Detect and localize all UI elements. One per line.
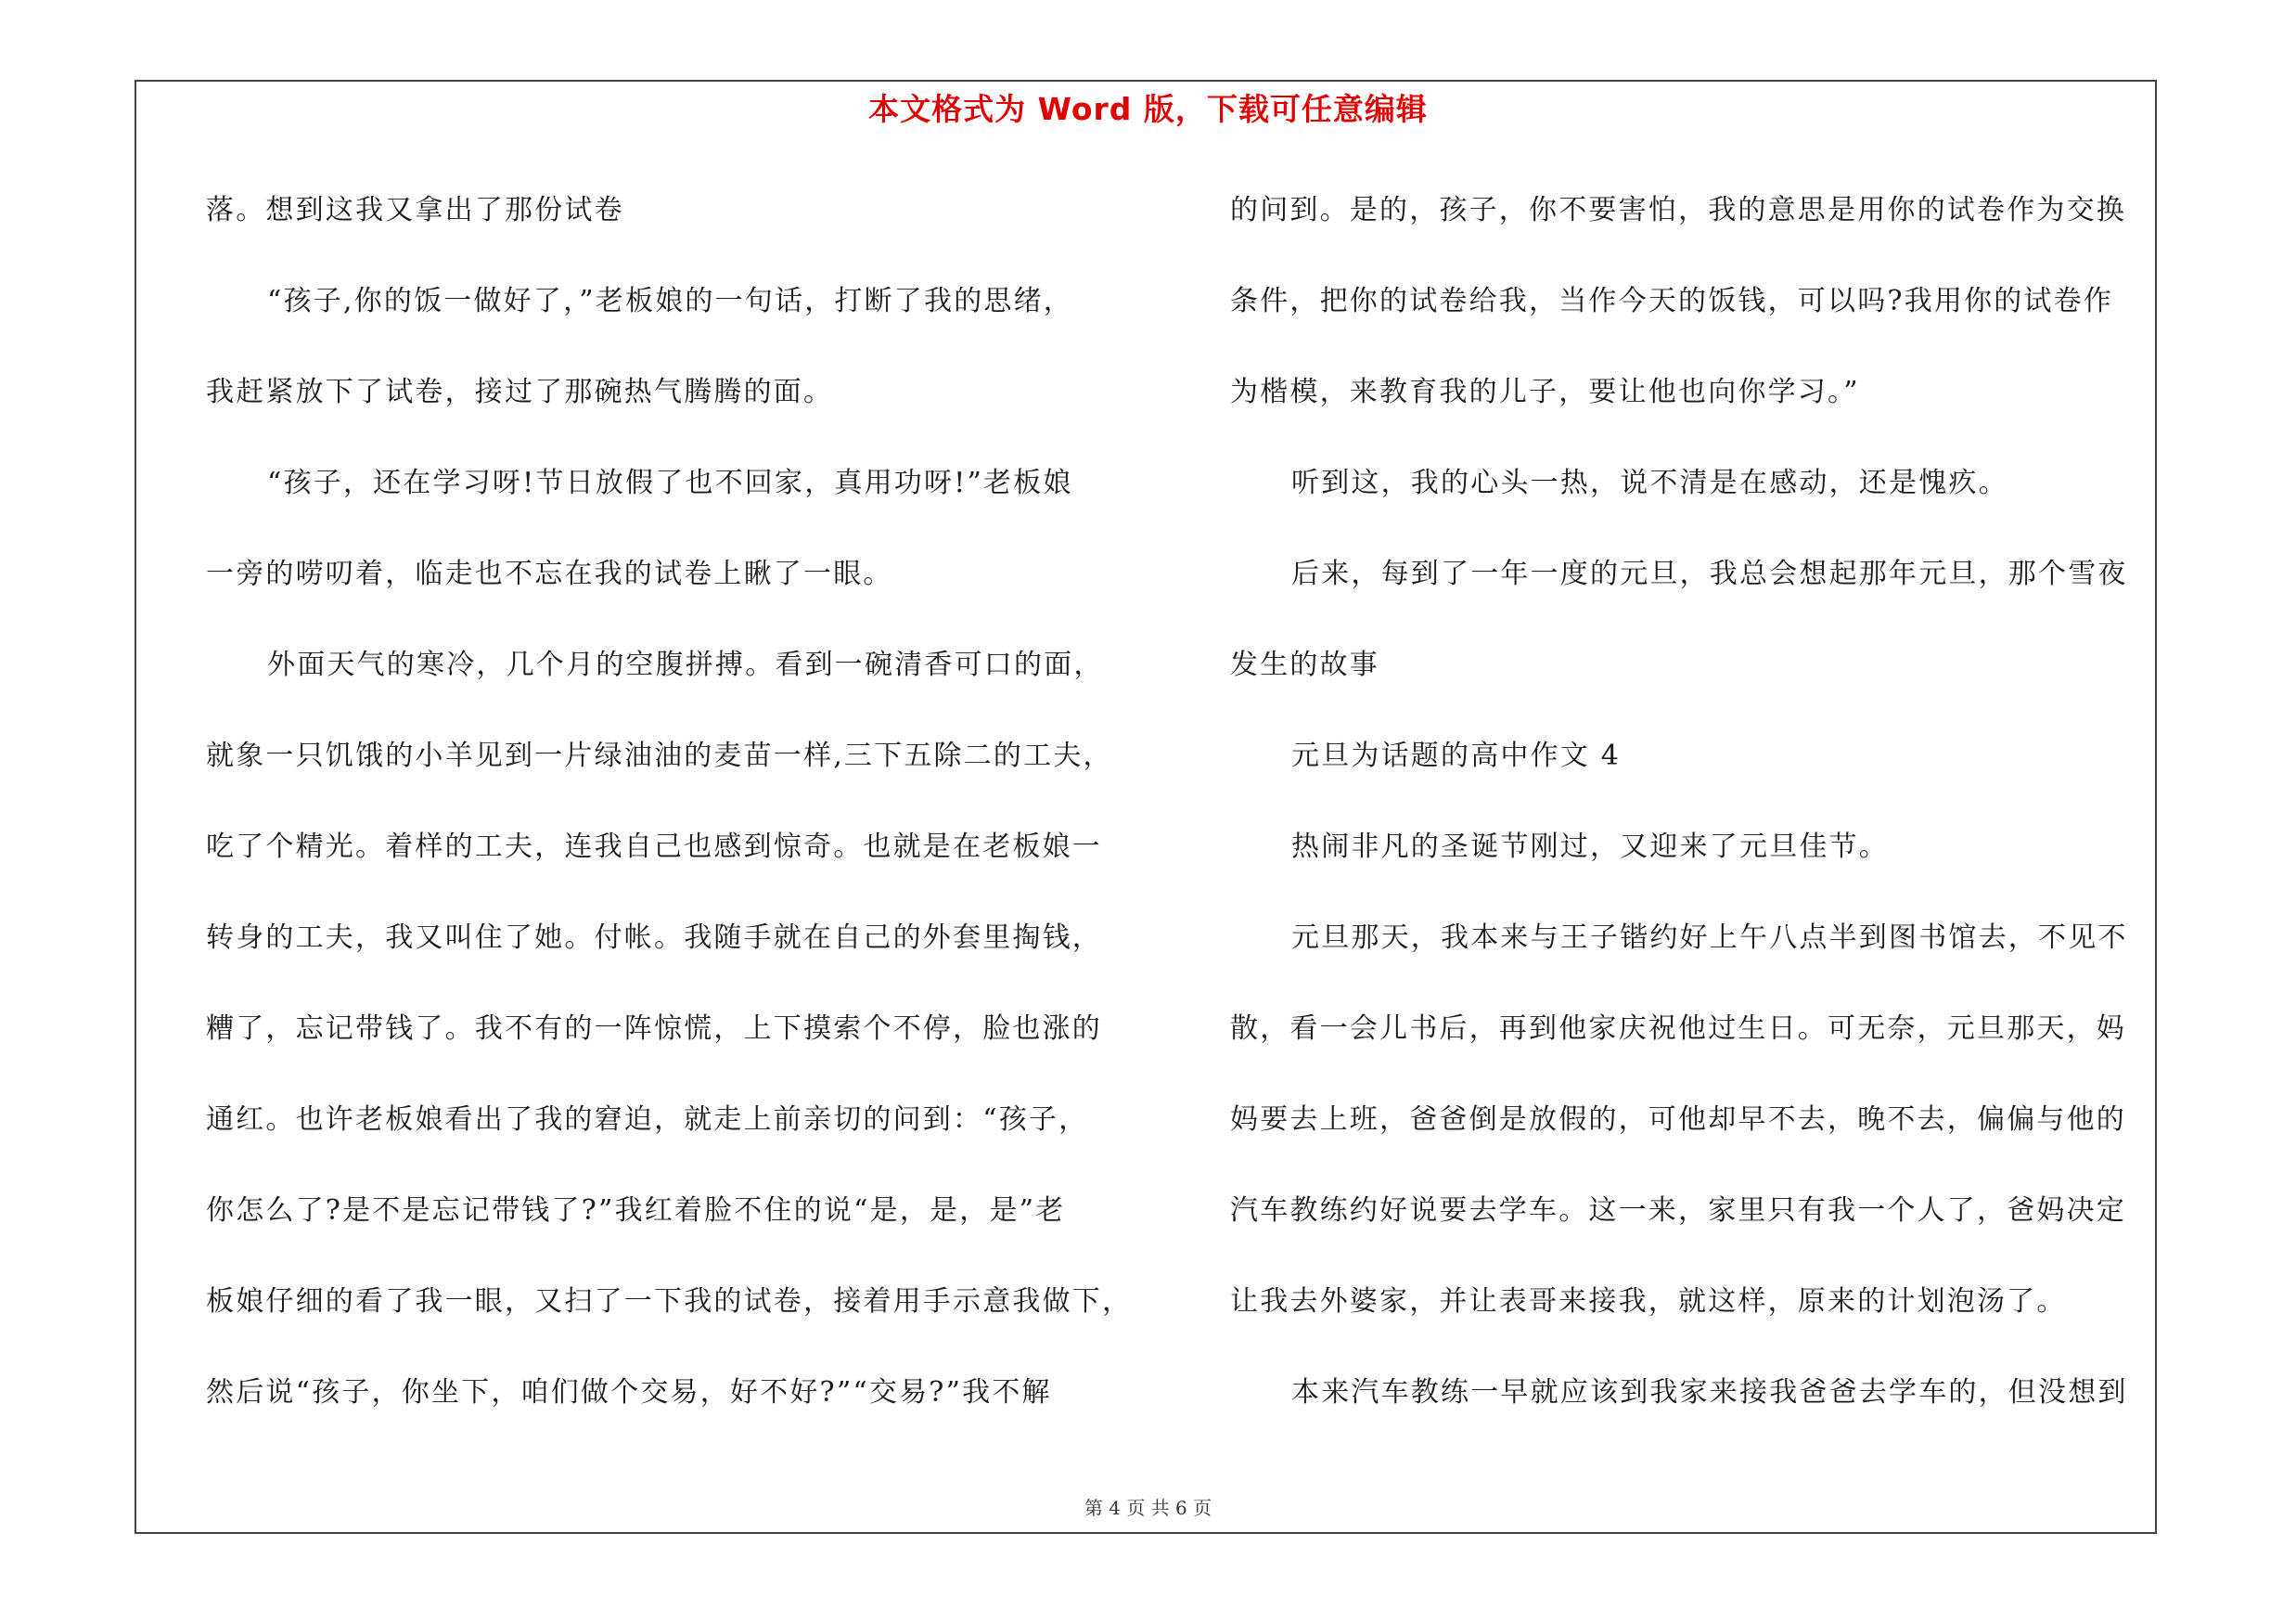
text-line: 我赶紧放下了试卷，接过了那碗热气腾腾的面。 (206, 376, 834, 408)
text-line: 听到这，我的心头一热，说不清是在感动，还是愧疚。 (1291, 467, 2008, 499)
text-line: 后来，每到了一年一度的元旦，我总会想起那年元旦，那个雪夜 (1291, 558, 2128, 590)
text-line: 让我去外婆家，并让表哥来接我，就这样，原来的计划泡汤了。 (1230, 1285, 2067, 1318)
text-line: 板娘仔细的看了我一眼，又扫了一下我的试卷，接着用手示意我做下， (206, 1285, 1133, 1318)
header-title: 本文格式为 Word 版，下载可任意编辑 (868, 91, 1428, 127)
text-line: 就象一只饥饿的小羊见到一片绿油油的麦苗一样,三下五除二的工夫， (206, 740, 1113, 772)
section-heading: 元旦为话题的高中作文 4 (1291, 740, 1622, 772)
text-line: 散，看一会儿书后，再到他家庆祝他过生日。可无奈，元旦那天，妈 (1230, 1012, 2126, 1045)
text-line: 糟了，忘记带钱了。我不有的一阵惊慌，上下摸索个不停，脸也涨的 (206, 1012, 1102, 1045)
text-line: 外面天气的寒冷，几个月的空腹拼搏。看到一碗清香可口的面， (267, 649, 1104, 681)
text-line: 本来汽车教练一早就应该到我家来接我爸爸去学车的，但没想到 (1291, 1376, 2128, 1409)
text-line: 热闹非凡的圣诞节刚过，又迎来了元旦佳节。 (1291, 831, 1889, 863)
text-line: 元旦那天，我本来与王子锴约好上午八点半到图书馆去，不见不 (1291, 921, 2128, 954)
text-line: 落。想到这我又拿出了那份试卷 (206, 194, 624, 226)
text-line: 妈要去上班，爸爸倒是放假的，可他却早不去，晚不去，偏偏与他的 (1230, 1103, 2126, 1136)
text-line: 吃了个精光。着样的工夫，连我自己也感到惊奇。也就是在老板娘一 (206, 831, 1102, 863)
text-line: 通红。也许老板娘看出了我的窘迫，就走上前亲切的问到：“孩子， (206, 1103, 1089, 1136)
text-line: 汽车教练约好说要去学车。这一来，家里只有我一个人了，爸妈决定 (1230, 1194, 2126, 1227)
text-line: “孩子,你的饭一做好了，”老板娘的一句话，打断了我的思绪， (267, 285, 1074, 317)
text-line: 一旁的唠叨着，临走也不忘在我的试卷上瞅了一眼。 (206, 558, 893, 590)
text-line: 条件，把你的试卷给我，当作今天的饭钱，可以吗?我用你的试卷作 (1230, 285, 2114, 317)
text-line: 转身的工夫，我又叫住了她。付帐。我随手就在自己的外套里掏钱， (206, 921, 1102, 954)
right-column (1230, 182, 2148, 1455)
text-line: 的问到。是的，孩子，你不要害怕，我的意思是用你的试卷作为交换 (1230, 194, 2126, 226)
text-line: 发生的故事 (1230, 649, 1379, 681)
left-column (206, 182, 1138, 1455)
text-line: 为楷模，来教育我的儿子，要让他也向你学习。” (1230, 376, 1860, 408)
text-line: “孩子，还在学习呀!节日放假了也不回家，真用功呀!”老板娘 (267, 467, 1073, 499)
page-number: 第 4 页 共 6 页 (1084, 1497, 1212, 1519)
text-line: 然后说“孩子，你坐下，咱们做个交易，好不好?”“交易?”我不解 (206, 1376, 1052, 1409)
text-line: 你怎么了?是不是忘记带钱了?”我红着脸不住的说“是，是，是”老 (206, 1194, 1066, 1227)
